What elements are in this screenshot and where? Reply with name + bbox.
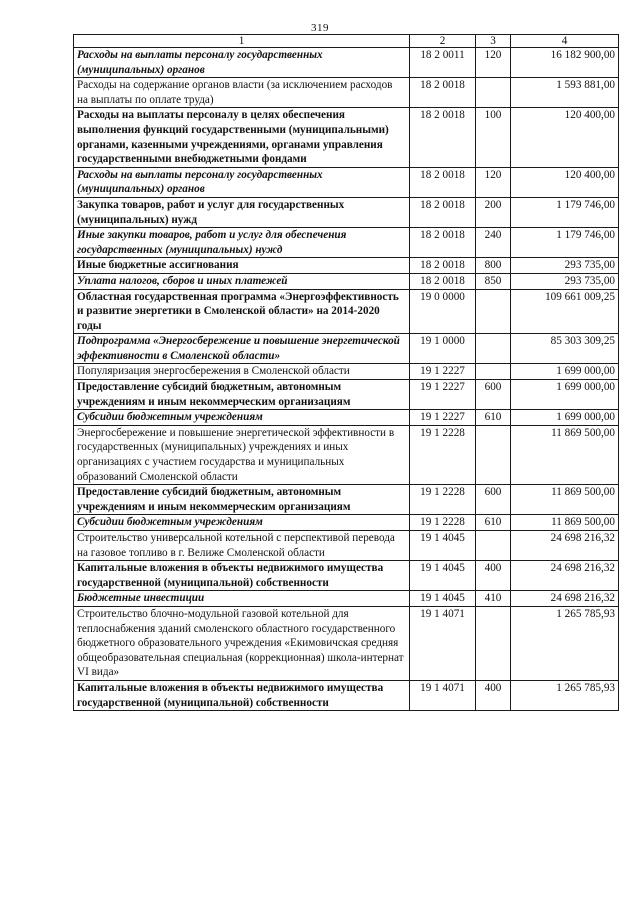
row-target-code: 19 1 2227 [410, 410, 476, 426]
table-row [74, 289, 619, 334]
row-name: Субсидии бюджетным учреждениям [74, 515, 410, 531]
row-expense-type: 400 [476, 561, 511, 591]
row-target-code: 18 2 0018 [410, 167, 476, 197]
row-expense-type [476, 78, 511, 108]
table-row [74, 108, 619, 167]
row-amount: 293 735,00 [511, 258, 619, 274]
row-name: Энергосбережение и повышение энергетической эффективности в государственных (муниципальных) учреждениях и иных организациях с участием государства и муниципальных образований Смоленской области [74, 425, 410, 484]
header-type: 3 [476, 35, 511, 48]
row-amount: 11 869 500,00 [511, 485, 619, 515]
row-target-code: 19 1 0000 [410, 334, 476, 364]
table-row [74, 197, 619, 227]
row-expense-type [476, 289, 511, 334]
row-expense-type: 850 [476, 273, 511, 289]
page-number: 319 [311, 22, 329, 34]
row-name: Уплата налогов, сборов и иных платежей [74, 273, 410, 289]
table-row [74, 258, 619, 274]
row-target-code: 19 1 2228 [410, 425, 476, 484]
row-amount: 293 735,00 [511, 273, 619, 289]
row-target-code: 18 2 0018 [410, 108, 476, 167]
table-row [74, 485, 619, 515]
row-expense-type: 600 [476, 485, 511, 515]
row-expense-type: 410 [476, 591, 511, 607]
row-target-code: 18 2 0018 [410, 78, 476, 108]
row-expense-type [476, 364, 511, 380]
row-target-code: 19 1 4071 [410, 606, 476, 680]
row-expense-type: 120 [476, 48, 511, 78]
table-row [74, 273, 619, 289]
row-name: Строительство универсальной котельной с перспективой перевода на газовое топливо в г. Велиже Смоленской области [74, 531, 410, 561]
row-name: Капитальные вложения в объекты недвижимого имущества государственной (муниципальной) собственности [74, 561, 410, 591]
row-amount: 85 303 309,25 [511, 334, 619, 364]
row-expense-type: 600 [476, 380, 511, 410]
header-row [74, 35, 619, 48]
row-target-code: 18 2 0018 [410, 197, 476, 227]
table-row [74, 425, 619, 484]
table-row [74, 78, 619, 108]
row-amount: 11 869 500,00 [511, 425, 619, 484]
header-name: 1 [74, 35, 410, 48]
row-amount: 120 400,00 [511, 167, 619, 197]
row-target-code: 18 2 0018 [410, 228, 476, 258]
row-name: Предоставление субсидий бюджетным, автономным учреждениям и иным некоммерческим организациям [74, 380, 410, 410]
row-target-code: 19 1 2228 [410, 485, 476, 515]
table-row [74, 410, 619, 426]
header-code: 2 [410, 35, 476, 48]
table-row [74, 228, 619, 258]
row-expense-type: 120 [476, 167, 511, 197]
row-expense-type: 400 [476, 680, 511, 710]
row-expense-type: 100 [476, 108, 511, 167]
table-row [74, 591, 619, 607]
row-name: Популяризация энергосбережения в Смоленской области [74, 364, 410, 380]
row-target-code: 19 1 2227 [410, 380, 476, 410]
row-name: Капитальные вложения в объекты недвижимого имущества государственной (муниципальной) собственности [74, 680, 410, 710]
row-amount: 1 179 746,00 [511, 228, 619, 258]
table-row [74, 48, 619, 78]
row-expense-type: 610 [476, 515, 511, 531]
row-amount: 1 265 785,93 [511, 606, 619, 680]
row-target-code: 18 2 0011 [410, 48, 476, 78]
budget-table [73, 34, 619, 711]
table-row [74, 561, 619, 591]
row-name: Областная государственная программа «Энергоэффективность и развитие энергетики в Смоленской области» на 2014-2020 годы [74, 289, 410, 334]
row-expense-type [476, 606, 511, 680]
row-target-code: 19 1 4045 [410, 531, 476, 561]
row-amount: 11 869 500,00 [511, 515, 619, 531]
row-name: Закупка товаров, работ и услуг для государственных (муниципальных) нужд [74, 197, 410, 227]
row-amount: 1 265 785,93 [511, 680, 619, 710]
row-amount: 24 698 216,32 [511, 531, 619, 561]
row-name: Строительство блочно-модульной газовой котельной для теплоснабжения зданий смоленского областного государственного бюджетного образовательного учреждения «Екимовичская средняя общеобразовательная специальная (коррекционная) школа-интернат VI вида» [74, 606, 410, 680]
table-row [74, 167, 619, 197]
row-name: Расходы на выплаты персоналу государственных (муниципальных) органов [74, 167, 410, 197]
row-name: Предоставление субсидий бюджетным, автономным учреждениям и иным некоммерческим организациям [74, 485, 410, 515]
header-amount: 4 [511, 35, 619, 48]
row-target-code: 18 2 0018 [410, 258, 476, 274]
row-amount: 1 699 000,00 [511, 410, 619, 426]
row-expense-type [476, 531, 511, 561]
table-row [74, 515, 619, 531]
row-target-code: 19 1 2227 [410, 364, 476, 380]
row-name: Расходы на содержание органов власти (за исключением расходов на выплаты по оплате труда) [74, 78, 410, 108]
row-amount: 24 698 216,32 [511, 561, 619, 591]
row-target-code: 19 1 4045 [410, 561, 476, 591]
row-amount: 120 400,00 [511, 108, 619, 167]
row-name: Иные бюджетные ассигнования [74, 258, 410, 274]
row-name: Бюджетные инвестиции [74, 591, 410, 607]
table-row [74, 364, 619, 380]
row-name: Расходы на выплаты персоналу в целях обеспечения выполнения функций государственными (муниципальными) органами, казенными учреждениями, органами управления государственными внебюджетными фондами [74, 108, 410, 167]
row-expense-type [476, 334, 511, 364]
row-target-code: 19 1 2228 [410, 515, 476, 531]
row-target-code: 19 1 4071 [410, 680, 476, 710]
row-amount: 1 179 746,00 [511, 197, 619, 227]
row-name: Субсидии бюджетным учреждениям [74, 410, 410, 426]
row-amount: 1 699 000,00 [511, 364, 619, 380]
row-name: Иные закупки товаров, работ и услуг для обеспечения государственных (муниципальных) нужд [74, 228, 410, 258]
table-row [74, 380, 619, 410]
row-name: Подпрограмма «Энергосбережение и повышение энергетической эффективности в Смоленской области» [74, 334, 410, 364]
row-amount: 109 661 009,25 [511, 289, 619, 334]
table-row [74, 606, 619, 680]
row-amount: 1 593 881,00 [511, 78, 619, 108]
row-expense-type: 240 [476, 228, 511, 258]
row-expense-type: 800 [476, 258, 511, 274]
row-target-code: 19 0 0000 [410, 289, 476, 334]
row-amount: 1 699 000,00 [511, 380, 619, 410]
table-row [74, 680, 619, 710]
row-expense-type: 200 [476, 197, 511, 227]
row-amount: 16 182 900,00 [511, 48, 619, 78]
row-target-code: 18 2 0018 [410, 273, 476, 289]
row-amount: 24 698 216,32 [511, 591, 619, 607]
row-expense-type: 610 [476, 410, 511, 426]
row-target-code: 19 1 4045 [410, 591, 476, 607]
table-row [74, 531, 619, 561]
table-row [74, 334, 619, 364]
row-name: Расходы на выплаты персоналу государственных (муниципальных) органов [74, 48, 410, 78]
row-expense-type [476, 425, 511, 484]
